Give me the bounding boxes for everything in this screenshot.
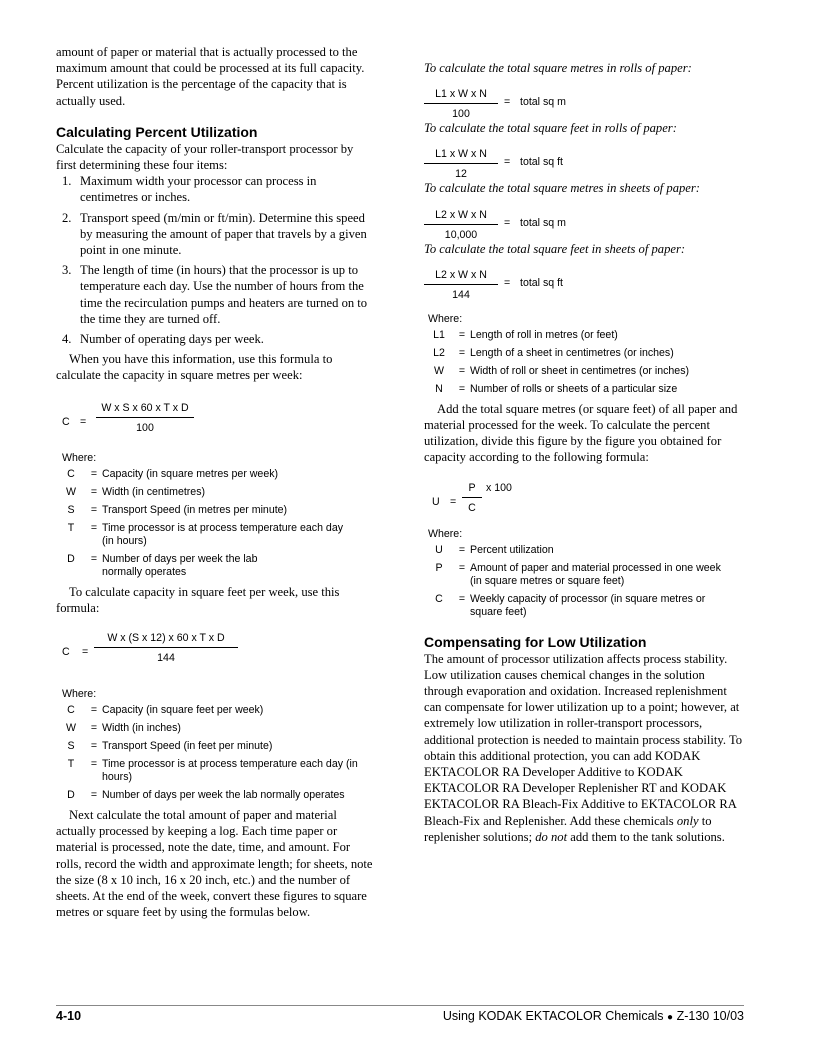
capacity-items-list bbox=[56, 173, 374, 347]
right-column bbox=[424, 44, 744, 845]
formula-sheets-sq-ft: L2 x W x N 144 = total sq ft bbox=[424, 269, 744, 305]
low-utilization-paragraph: The amount of processor utilization affects process stability. Low utilization causes chemical changes in the solution through evaporation and oxidation. Increased replenishment can compensate for lower utilization up to a point; however, at extremely low utilization in roller-transport processors, additional protection is needed to maintain process stability. To obtain this additional protection, you can add KODAK EKTACOLOR RA Developer Additive to KODAK EKTACOLOR RA Developer Replenisher RT and KODAK EKTACOLOR RA Bleach-Fix Additive to EKTACOLOR RA Bleach-Fix and Replenisher. Add these chemicals only to replenisher solutions; do not add them to the tank solutions. bbox=[424, 651, 743, 844]
heading-compensating-low-utilization: Compensating for Low Utilization bbox=[424, 633, 647, 650]
where-row: W = Width (in centimetres) bbox=[66, 485, 206, 498]
where-row: S = Transport Speed (in metres per minute) bbox=[67, 503, 288, 516]
list-item: 1. Maximum width your processor can process in centimetres or inches. bbox=[62, 174, 317, 205]
where-row: C = Weekly capacity of processor (in square metres or square feet) bbox=[435, 592, 706, 618]
where-row: T = Time processor is at process temperature each day (in hours) bbox=[67, 521, 344, 547]
log-paragraph: Next calculate the total amount of paper and material actually processed by keeping a log. Each time paper or material is processed, note the date, time, and amount. For rolls, record the width and approximate length; for sheets, note the size (8 x 10 inch, 16 x 20 inch, etc.) and the number of sheets. At the end of the week, convert these figures to square metres or square feet by using the formulas below. bbox=[56, 808, 373, 920]
utilization-formula: U = P C x 100 bbox=[432, 481, 512, 514]
intro-paragraph: amount of paper or material that is actually processed to the maximum amount that could be processed at its full capacity. Percent utilization is the percentage of the capacity that is actually used. bbox=[56, 45, 365, 108]
list-item: 4. Number of operating days per week. bbox=[62, 332, 264, 347]
calc-label-sheets-sq-m: To calculate the total square metres in sheets of paper: bbox=[424, 181, 700, 196]
where-row: W = Width of roll or sheet in centimetres (or inches) bbox=[434, 364, 690, 377]
formula-rolls-sq-ft: L1 x W x N 12 = total sq ft bbox=[424, 148, 744, 184]
list-item: 3. The length of time (in hours) that the processor is up to temperature each day. Use the number of hours from the time the recirculation pumps and heaters are turned on to the time they are turned off. bbox=[62, 263, 368, 326]
where-row: C = Capacity (in square feet per week) bbox=[67, 704, 264, 717]
formula-sheets-sq-m: L2 x W x N 10,000 = total sq m bbox=[424, 209, 744, 245]
where-row: T = Time processor is at process temperature each day (in hours) bbox=[67, 758, 358, 784]
formula-rolls-sq-m: L1 x W x N 100 = total sq m bbox=[424, 88, 744, 124]
left-column bbox=[56, 44, 374, 920]
capacity-intro-paragraph: Calculate the capacity of your roller-transport processor by first determining these four items: bbox=[56, 141, 354, 173]
footer-publication-info: Using KODAK EKTACOLOR Chemicals ● Z-130 10/03 bbox=[442, 1009, 744, 1023]
where-row: P = Amount of paper and material processed in one week (in square metres or square feet) bbox=[435, 561, 721, 587]
where-row: U = Percent utilization bbox=[435, 543, 554, 556]
capacity-formula-imperial: C = W x (S x 12) x 60 x T x D 144 bbox=[56, 632, 374, 678]
where-block-metric: Where: C = Capacity (in square metres per week) W = Width (in centimetres) S = Transport Speed (in metres per minute) T = Time processor is at process temperature each day (in hours) D = Number of days per week the lab normally operates bbox=[56, 452, 374, 579]
where-block-paper: Where: L1 = Length of roll in metres (or feet) L2 = Length of a sheet in centimetres (or inches) W = Width of roll or sheet in centimetres (or inches) N = Number of rolls or sheets of a particular size bbox=[424, 313, 744, 396]
where-row: D = Number of days per week the lab normally operates bbox=[67, 552, 258, 578]
calc-label-rolls-sq-ft: To calculate the total square feet in rolls of paper: bbox=[424, 121, 677, 136]
page-number: 4-10 bbox=[56, 1009, 82, 1023]
sqft-intro-paragraph: To calculate capacity in square feet per week, use this formula: bbox=[56, 584, 340, 615]
capacity-formula-metric: C = W x S x 60 x T x D 100 bbox=[56, 402, 374, 446]
calc-label-rolls-sq-m: To calculate the total square metres in rolls of paper: bbox=[424, 61, 692, 75]
where-block-imperial: Where: C = Capacity (in square feet per week) W = Width (in inches) S = Transport Speed (in feet per minute) T = Time processor is at process temperature each day (in hours) D = Number of days per week the lab normally operates bbox=[56, 688, 374, 802]
heading-calculating-percent-utilization: Calculating Percent Utilization bbox=[56, 123, 258, 140]
where-row: C = Capacity (in square metres per week) bbox=[67, 467, 279, 480]
list-item: 2. Transport speed (m/min or ft/min). Determine this speed by measuring the amount of paper that travels by a given point in one minute. bbox=[62, 210, 367, 258]
where-row: S = Transport Speed (in feet per minute) bbox=[67, 740, 273, 753]
footer-divider bbox=[56, 1005, 744, 1006]
where-row: L2 = Length of a sheet in centimetres (or inches) bbox=[433, 346, 674, 359]
where-row: L1 = Length of roll in metres (or feet) bbox=[433, 328, 618, 341]
where-row: W = Width (in inches) bbox=[66, 722, 181, 735]
percent-utilization-paragraph: Add the total square metres (or square feet) of all paper and material processed for the week. To calculate the percent utilization, divide this figure by the figure you obtained for capacity according to the following formula: bbox=[424, 401, 738, 465]
formula-intro-paragraph: When you have this information, use this formula to calculate the capacity in square metres per week: bbox=[56, 352, 333, 383]
where-row: D = Number of days per week the lab normally operates bbox=[67, 789, 345, 802]
bullet-icon: ● bbox=[667, 1012, 674, 1023]
where-block-utilization: Where: U = Percent utilization P = Amount of paper and material processed in one week (in square metres or square feet) C = Weekly capacity of processor (in square metres or square feet) bbox=[424, 528, 744, 619]
where-row: N = Number of rolls or sheets of a particular size bbox=[435, 382, 678, 395]
calc-label-sheets-sq-ft: To calculate the total square feet in sheets of paper: bbox=[424, 241, 686, 256]
